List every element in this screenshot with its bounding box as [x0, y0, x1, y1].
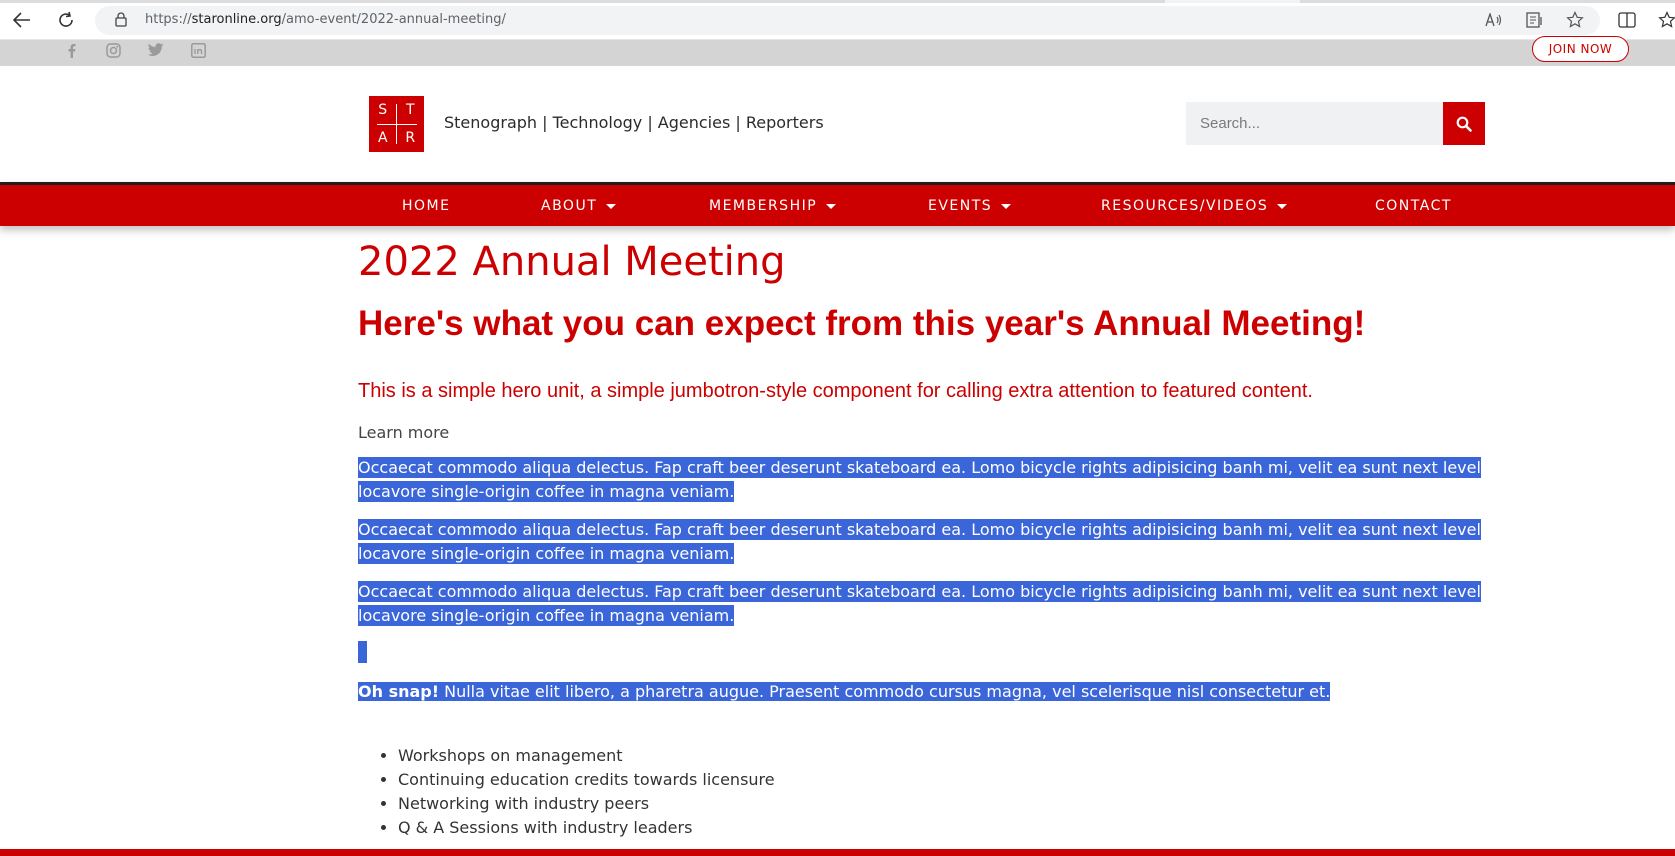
caret-down-icon — [1277, 204, 1287, 209]
nav-item-home[interactable]: HOME — [402, 198, 451, 214]
url-text: https://staronline.org/amo-event/2022-annual-meeting/ — [145, 12, 506, 27]
tab-strip — [0, 0, 1675, 3]
twitter-icon[interactable] — [145, 40, 165, 60]
reload-button[interactable] — [54, 8, 78, 32]
caret-down-icon — [1001, 204, 1011, 209]
lock-icon — [115, 12, 127, 32]
search-input[interactable] — [1186, 102, 1443, 145]
back-button[interactable] — [10, 8, 34, 32]
nav-item-contact[interactable]: CONTACT — [1375, 198, 1452, 214]
body-paragraph: Occaecat commodo aliqua delectus. Fap craft beer deserunt skateboard ea. Lomo bicycle rights adipisicing banh mi, velit ea sunt next level locavore single-origin coffee in magna veniam. — [358, 582, 1481, 625]
favorites-icon[interactable] — [1657, 11, 1675, 29]
search-icon — [1456, 116, 1472, 132]
search-button[interactable] — [1443, 102, 1485, 145]
split-screen-icon[interactable] — [1617, 11, 1637, 29]
main-navigation — [0, 182, 1675, 226]
logo-letter: T — [405, 102, 415, 118]
top-utility-bar — [0, 40, 1675, 66]
alert-message — [358, 680, 1483, 704]
main-content — [358, 230, 1483, 840]
logo-letter: R — [405, 130, 416, 146]
caret-down-icon — [606, 204, 616, 209]
nav-item-about[interactable]: ABOUT — [541, 198, 616, 214]
list-item: • Networking with industry peers — [398, 792, 1483, 816]
join-now-button[interactable]: JOIN NOW — [1532, 36, 1629, 62]
linkedin-icon[interactable] — [188, 40, 208, 60]
logo-letter: S — [378, 102, 388, 118]
nav-item-membership[interactable]: MEMBERSHIP — [709, 198, 836, 214]
alert-text: Nulla vitae elit libero, a pharetra augue. Praesent commodo cursus magna, vel scelerisque nisl consectetur et. — [439, 682, 1331, 701]
body-paragraph: Occaecat commodo aliqua delectus. Fap craft beer deserunt skateboard ea. Lomo bicycle rights adipisicing banh mi, velit ea sunt next level locavore single-origin coffee in magna veniam. — [358, 520, 1481, 563]
features-list — [358, 744, 1483, 840]
site-tagline: Stenograph | Technology | Agencies | Reporters — [444, 113, 824, 132]
logo-letter: A — [377, 130, 388, 146]
nav-item-resources-videos[interactable]: RESOURCES/VIDEOS — [1101, 198, 1287, 214]
list-item: • Continuing education credits towards licensure — [398, 768, 1483, 792]
address-bar[interactable] — [95, 6, 1600, 35]
reader-view-icon[interactable] — [1525, 11, 1545, 29]
caret-down-icon — [826, 204, 836, 209]
alert-strong: Oh snap! — [358, 682, 440, 701]
instagram-icon[interactable] — [103, 40, 123, 60]
reload-icon — [57, 11, 75, 29]
list-item: • Workshops on management — [398, 744, 1483, 768]
list-item: • Q & A Sessions with industry leaders — [398, 816, 1483, 840]
hero-text: This is a simple hero unit, a simple jumbotron-style component for calling extra attention to featured content. — [358, 380, 1313, 402]
body-paragraph: Occaecat commodo aliqua delectus. Fap craft beer deserunt skateboard ea. Lomo bicycle rights adipisicing banh mi, velit ea sunt next level locavore single-origin coffee in magna veniam. — [358, 458, 1481, 501]
page-subhead: Here's what you can expect from this year's Annual Meeting! — [358, 304, 1366, 343]
favorite-star-icon[interactable] — [1565, 11, 1585, 29]
bottom-accent-bar — [0, 849, 1675, 856]
nav-item-events[interactable]: EVENTS — [928, 198, 1011, 214]
page-title: 2022 Annual Meeting — [358, 239, 786, 285]
back-arrow-icon — [13, 12, 31, 28]
read-aloud-icon[interactable] — [1484, 11, 1504, 29]
empty-selected-line — [358, 628, 1483, 668]
facebook-icon[interactable] — [61, 40, 81, 60]
browser-toolbar — [0, 0, 1675, 40]
learn-more-link[interactable]: Learn more — [358, 423, 450, 442]
star-logo[interactable] — [369, 96, 424, 152]
